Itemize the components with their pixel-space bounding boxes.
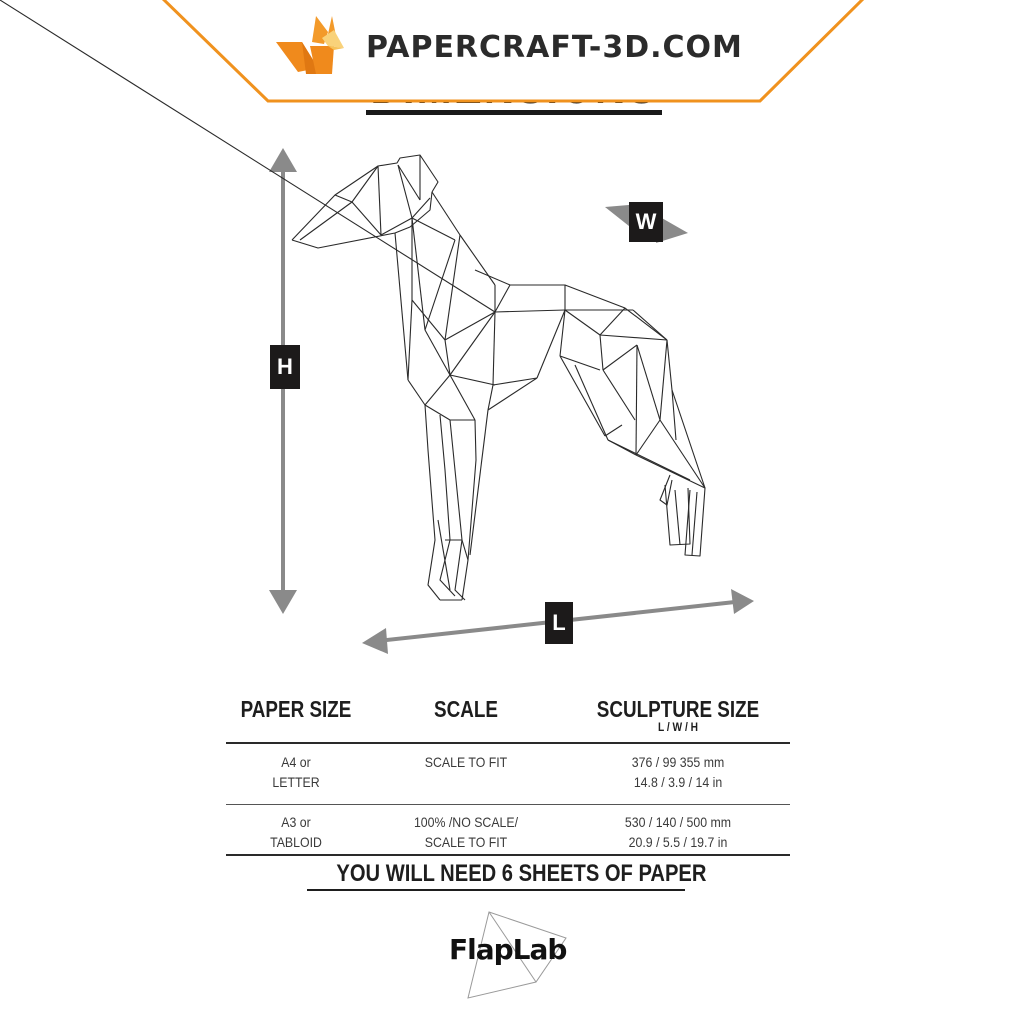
size-mm: 376 / 99 355 mm: [631, 754, 725, 770]
flaplab-logo[interactable]: FlapLab: [449, 933, 567, 966]
scale-cell: [396, 812, 537, 852]
scale-line1: 100% /NO SCALE/: [413, 814, 519, 830]
header-paper-size: PAPER SIZE: [240, 696, 352, 722]
length-label: L: [545, 602, 573, 644]
paper-size-line2: LETTER: [272, 774, 320, 790]
paper-size-line2: TABLOID: [270, 834, 322, 850]
height-label: H: [270, 345, 300, 389]
scale-line1: SCALE TO FIT: [424, 754, 508, 770]
title-underline: [366, 110, 662, 115]
paper-size-line1: A3 or: [281, 814, 311, 830]
header-divider: [226, 742, 790, 744]
sculpture-size-cell: [588, 752, 768, 792]
table-bottom-divider: [226, 854, 790, 856]
row-divider: [226, 804, 790, 805]
size-in: 20.9 / 5.5 / 19.7 in: [628, 834, 728, 850]
header-sculpture-size: SCULPTURE SIZE: [596, 696, 760, 722]
origami-fox-icon[interactable]: [272, 12, 348, 78]
size-in: 14.8 / 3.9 / 14 in: [633, 774, 723, 790]
scale-line2: SCALE TO FIT: [424, 834, 508, 850]
size-mm: 530 / 140 / 500 mm: [624, 814, 732, 830]
paper-size-cell: [243, 812, 349, 852]
header-scale: SCALE: [434, 696, 498, 722]
paper-size-line1: A4 or: [281, 754, 311, 770]
width-label: W: [629, 202, 663, 242]
scale-cell: [396, 752, 537, 772]
header-sculpture-size-sub: L / W / H: [657, 720, 699, 734]
sheets-note-underline: [307, 889, 685, 891]
paper-size-cell: [243, 752, 349, 792]
sheets-note: YOU WILL NEED 6 SHEETS OF PAPER: [336, 860, 707, 887]
sculpture-size-cell: [588, 812, 768, 852]
brand-name[interactable]: PAPERCRAFT-3D.COM: [366, 30, 743, 65]
